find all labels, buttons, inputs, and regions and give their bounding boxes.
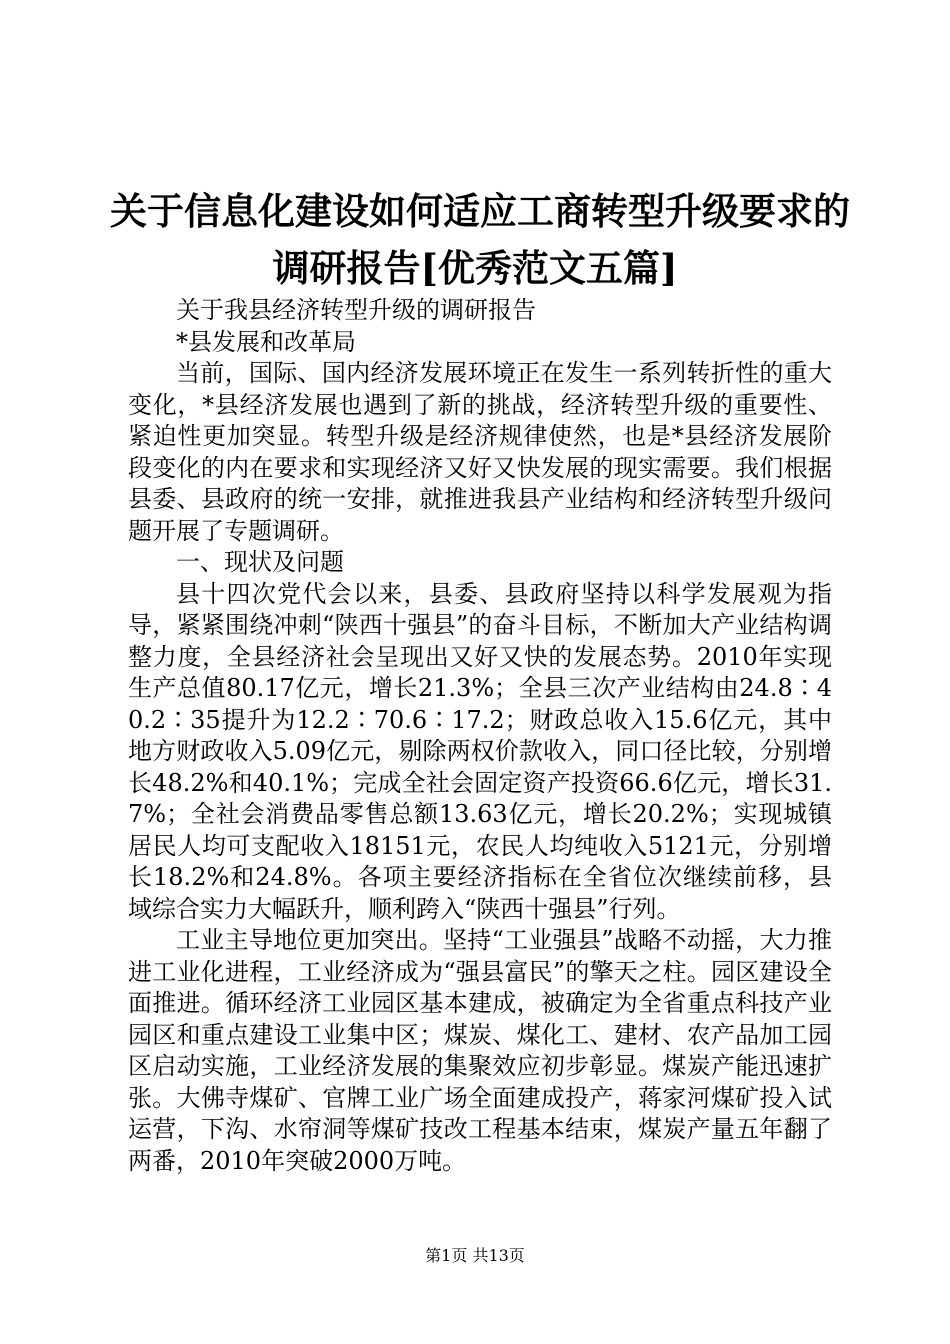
report-subtitle: 关于我县经济转型升级的调研报告 xyxy=(176,296,536,324)
body-paragraph: 工业主导地位更加突出。坚持“工业强县”战略不动摇，大力推进工业化进程，工业经济成为“强县富民”的擎天之柱。园区建设全面推进。循环经济工业园区基本建成，被确定为全省重点科技产业园区和重点建设工业集中区；煤炭、煤化工、建材、农产品加工园区启动实施，工业经济发展的集聚效应初步彰显。煤炭产能迅速扩张。大佛寺煤矿、官牌工业广场全面建成投产，蒋家河煤矿投入试运营，下沟、水帘洞等煤矿技改工程基本结束，煤炭产量五年翻了两番，2010年突破2000万吨。 xyxy=(128,926,832,1175)
document-title-line-1: 关于信息化建设如何适应工商转型升级要求的 xyxy=(110,189,850,233)
body-paragraph: 县十四次党代会以来，县委、县政府坚持以科学发展观为指导，紧紧围绕冲刺“陕西十强县”的奋斗目标，不断加大产业结构调整力度，全县经济社会呈现出又好又快的发展态势。2010年实现生产总值80.17亿元，增长21.3%；全县三次产业结构由24.8∶40.2∶35提升为12.2∶70.6∶17.2；财政总收入15.6亿元，其中地方财政收入5.09亿元，剔除两权价款收入，同口径比较，分别增长48.2%和40.1%；完成全社会固定资产投资66.6亿元，增长31.7%；全社会消费品零售总额13.63亿元，增长20.2%；实现城镇居民人均可支配收入18151元，农民人均纯收入5121元，分别增长18.2%和24.8%。各项主要经济指标在全省位次继续前移，县域综合实力大幅跃升，顺利跨入“陕西十强县”行列。 xyxy=(128,579,832,923)
body-paragraph: 当前，国际、国内经济发展环境正在发生一系列转折性的重大变化，*县经济发展也遇到了新的挑战，经济转型升级的重要性、紧迫性更加突显。转型升级是经济规律使然，也是*县经济发展阶段变化的内在要求和实现经济又好又快发展的现实需要。我们根据县委、县政府的统一安排，就推进我县产业结构和经济转型升级问题开展了专题调研。 xyxy=(128,359,832,545)
document-title-line-2: 调研报告[优秀范文五篇] xyxy=(272,246,678,290)
page-number-footer: 第1页 共13页 xyxy=(425,1246,525,1265)
document-body xyxy=(128,295,832,1177)
section-heading: 一、现状及问题 xyxy=(176,548,344,576)
report-author: *县发展和改革局 xyxy=(176,327,356,356)
